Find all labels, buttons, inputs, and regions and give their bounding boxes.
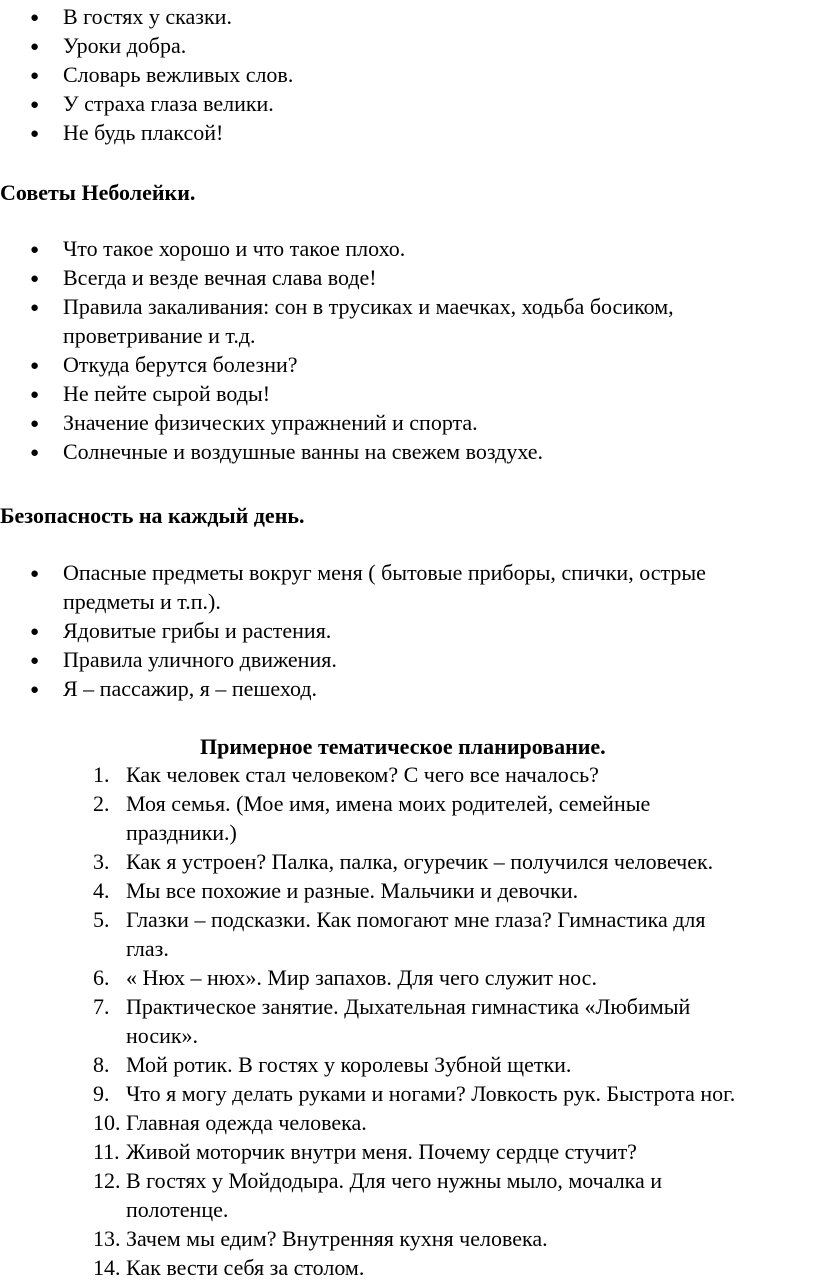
item-number: 4. [93, 878, 110, 903]
list-item: Не будь плаксой! [63, 120, 224, 145]
list-item: Опасные предметы вокруг меня ( бытовые приборы, спички, острые [63, 560, 706, 585]
item-number: 9. [93, 1081, 110, 1106]
item-number: 3. [93, 849, 110, 874]
bullet-icon: ● [30, 126, 40, 142]
list-item: Солнечные и воздушные ванны на свежем воздухе. [63, 439, 544, 464]
item-number: 11. [93, 1139, 120, 1164]
bullet-icon: ● [30, 68, 40, 84]
section-heading: Безопасность на каждый день. [0, 503, 305, 528]
item-number: 14. [93, 1255, 121, 1280]
bullet-icon: ● [30, 39, 40, 55]
bullet-icon: ● [30, 242, 40, 258]
list-item: Зачем мы едим? Внутренняя кухня человека. [126, 1226, 548, 1251]
item-number: 7. [93, 994, 110, 1019]
bullet-icon: ● [30, 300, 40, 316]
bullet-icon: ● [30, 566, 40, 582]
bullet-icon: ● [30, 271, 40, 287]
item-number: 5. [93, 907, 110, 932]
list-item: Практическое занятие. Дыхательная гимнастика «Любимый [126, 994, 691, 1019]
list-item: Всегда и везде вечная слава воде! [63, 265, 377, 290]
item-number: 12. [93, 1168, 121, 1193]
list-item: предметы и т.п.). [63, 589, 221, 614]
list-item: В гостях у сказки. [63, 4, 232, 29]
item-number: 1. [93, 762, 110, 787]
list-item: У страха глаза велики. [63, 91, 274, 116]
list-item: Правила закаливания: сон в трусиках и маечках, ходьба босиком, [63, 294, 674, 319]
list-item: носик». [126, 1023, 199, 1048]
list-item: проветривание и т.д. [63, 323, 256, 348]
list-item: Живой моторчик внутри меня. Почему сердце стучит? [126, 1139, 637, 1164]
list-item: полотенце. [126, 1197, 229, 1222]
bullet-icon: ● [30, 682, 40, 698]
list-item: Ядовитые грибы и растения. [63, 618, 332, 643]
list-item: Что я могу делать руками и ногами? Ловкость рук. Быстрота ног. [126, 1081, 736, 1106]
list-item: Откуда берутся болезни? [63, 352, 298, 377]
item-number: 6. [93, 965, 110, 990]
bullet-icon: ● [30, 10, 40, 26]
list-item: Словарь вежливых слов. [63, 62, 294, 87]
list-item: Глазки – подсказки. Как помогают мне глаза? Гимнастика для [126, 907, 706, 932]
list-item: Мы все похожие и разные. Мальчики и девочки. [126, 878, 579, 903]
item-number: 10. [93, 1110, 121, 1135]
list-item: « Нюх – нюх». Мир запахов. Для чего служит нос. [126, 965, 597, 990]
bullet-icon: ● [30, 97, 40, 113]
bullet-icon: ● [30, 445, 40, 461]
bullet-icon: ● [30, 653, 40, 669]
list-item: праздники.) [126, 820, 237, 845]
bullet-icon: ● [30, 416, 40, 432]
list-item: Мой ротик. В гостях у королевы Зубной щетки. [126, 1052, 572, 1077]
list-item: Правила уличного движения. [63, 647, 337, 672]
list-item: Значение физических упражнений и спорта. [63, 410, 478, 435]
list-item: Как вести себя за столом. [126, 1255, 365, 1280]
item-number: 8. [93, 1052, 110, 1077]
bullet-icon: ● [30, 358, 40, 374]
list-item: глаз. [126, 936, 169, 961]
list-item: Как я устроен? Палка, палка, огуречик – получился человечек. [126, 849, 714, 874]
list-item: Я – пассажир, я – пешеход. [63, 676, 318, 701]
list-item: Уроки добра. [63, 33, 187, 58]
list-item: В гостях у Мойдодыра. Для чего нужны мыло, мочалка и [126, 1168, 663, 1193]
list-item: Моя семья. (Мое имя, имена моих родителей, семейные [126, 791, 651, 816]
section-heading: Примерное тематическое планирование. [200, 734, 606, 759]
list-item: Не пейте сырой воды! [63, 381, 271, 406]
list-item: Главная одежда человека. [126, 1110, 367, 1135]
item-number: 2. [93, 791, 110, 816]
bullet-icon: ● [30, 624, 40, 640]
bullet-icon: ● [30, 387, 40, 403]
list-item: Что такое хорошо и что такое плохо. [63, 236, 406, 261]
list-item: Как человек стал человеком? С чего все началось? [126, 762, 599, 787]
section-heading: Советы Неболейки. [0, 180, 196, 205]
item-number: 13. [93, 1226, 121, 1251]
